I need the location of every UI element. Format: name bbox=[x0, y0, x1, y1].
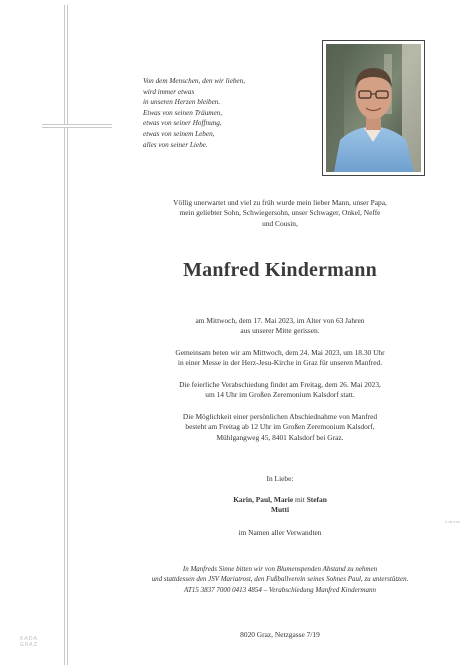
poem-line: Etwas von seinen Träumen, bbox=[143, 108, 223, 117]
deceased-name: Manfred Kindermann bbox=[183, 259, 377, 281]
poem-line: in unseren Herzen bleiben. bbox=[143, 98, 221, 107]
prayer-notice: Gemeinsam beten wir am Mittwoch, dem 24. Mai 2023, um 18.30 Uhr in einer Messe in der Herz-Jesu-Kirche in Graz für unseren Manfred. bbox=[175, 348, 385, 368]
cross-icon bbox=[64, 5, 68, 665]
poem-line: wird immer etwas bbox=[143, 87, 195, 96]
print-code: © AP 9 00 bbox=[444, 520, 460, 524]
intro-line: mein geliebter Sohn, Schwiegersohn, unser Schwager, Onkel, Neffe bbox=[179, 208, 381, 218]
intro-text bbox=[130, 198, 430, 229]
mother-name: Mutti bbox=[270, 505, 290, 515]
address: 8020 Graz, Netzgasse 7/19 bbox=[240, 630, 320, 639]
poem-line: etwas von seiner Hoffnung, bbox=[143, 119, 222, 128]
poem-line: alles von seiner Liebe. bbox=[143, 140, 208, 149]
poem-line: Von dem Menschen, den wir lieben, bbox=[143, 77, 245, 85]
relatives-line: im Namen aller Verwandten bbox=[238, 528, 322, 537]
portrait-photo bbox=[326, 44, 421, 172]
viewing-notice: Die Möglichkeit einer persönlichen Abschiednahme von Manfred besteht am Freitag ab 12 Uhr im Großen Zeremonium Kalsdorf, Mühlgangweg 45, 8401 Kalsdorf bei Graz. bbox=[182, 412, 378, 442]
intro-line: Völlig unerwartet und viel zu früh wurde mein lieber Mann, unser Papa, bbox=[173, 198, 387, 207]
intro-line: und Cousin, bbox=[262, 218, 298, 228]
donation-notice: In Manfreds Sinne bitten wir von Blumenspenden Abstand zu nehmen und stattdessen den JSV Mariatrost, den Fußballverein seines Sohnes Paul, zu unterstützen. AT15 3837 7000 0413 4854 – Verabschiedung Manfred Kindermann bbox=[151, 565, 409, 594]
poem-line: etwas von seinem Leben, bbox=[143, 129, 215, 138]
poem bbox=[143, 76, 303, 150]
death-notice: am Mittwoch, dem 17. Mai 2023, im Alter von 63 Jahren aus unserer Mitte gerissen. bbox=[195, 316, 365, 336]
farewell-notice: Die feierliche Verabschiedung findet am Freitag, dem 26. Mai 2023, um 14 Uhr im Großen Zeremonium Kalsdorf statt. bbox=[179, 380, 381, 400]
in-love-label: In Liebe: bbox=[266, 474, 294, 483]
funeral-home-logo: KADA GRAZ bbox=[20, 636, 38, 648]
cross-bar bbox=[42, 124, 112, 128]
portrait-photo-frame bbox=[322, 40, 425, 176]
family-names: Karin, Paul, Marie mit Stefan Mutti bbox=[130, 495, 430, 516]
